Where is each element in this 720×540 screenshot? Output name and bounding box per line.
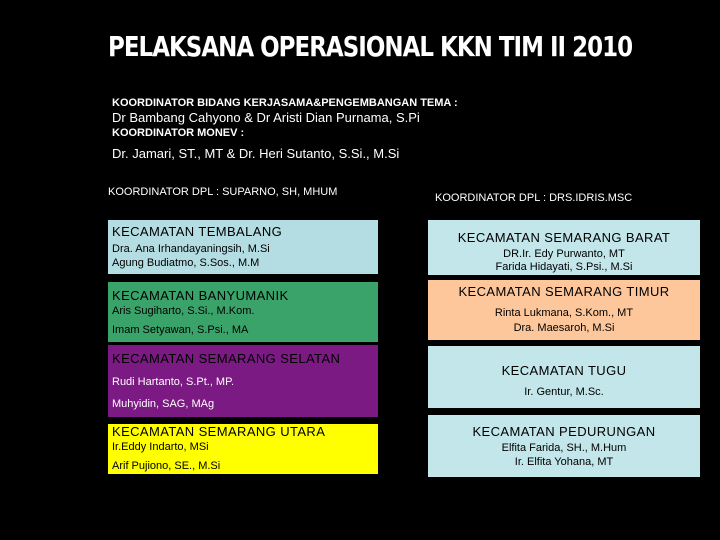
coord-monev-label: KOORDINATOR MONEV : xyxy=(112,127,245,139)
kecamatan-semarang-utara-box xyxy=(108,424,378,474)
coord-kerjasama-names: Dr Bambang Cahyono & Dr Aristi Dian Purnama, S.Pi xyxy=(112,110,420,125)
kecamatan-tembalang-box xyxy=(108,220,378,274)
kecamatan-name: KECAMATAN TUGU xyxy=(501,363,627,378)
kecamatan-name: KECAMATAN BANYUMANIK xyxy=(112,288,289,303)
member-name: Ir. Gentur, M.Sc. xyxy=(524,386,604,398)
kecamatan-name: KECAMATAN PEDURUNGAN xyxy=(472,424,656,439)
kecamatan-semarang-selatan-box xyxy=(108,345,378,417)
member-name: Imam Setyawan, S.Psi., MA xyxy=(112,324,249,336)
coord-dpl-left: KOORDINATOR DPL : SUPARNO, SH, MHUM xyxy=(108,186,338,198)
kecamatan-pedurungan-box xyxy=(428,415,700,477)
kecamatan-name: KECAMATAN TEMBALANG xyxy=(112,224,283,239)
kecamatan-name: KECAMATAN SEMARANG UTARA xyxy=(112,424,326,439)
kecamatan-name: KECAMATAN SEMARANG SELATAN xyxy=(112,351,341,366)
kecamatan-name: KECAMATAN SEMARANG TIMUR xyxy=(458,284,670,299)
member-name: Ir.Eddy Indarto, MSi xyxy=(112,441,209,453)
kecamatan-semarang-timur-box xyxy=(428,280,700,340)
kecamatan-banyumanik-box xyxy=(108,282,378,342)
kecamatan-name: KECAMATAN SEMARANG BARAT xyxy=(457,230,671,245)
member-name: Farida Hidayati, S.Psi., M.Si xyxy=(495,261,633,273)
member-name: Dra. Ana Irhandayaningsih, M.Si xyxy=(112,243,270,255)
member-name: Dra. Maesaroh, M.Si xyxy=(513,322,615,334)
member-name: Muhyidin, SAG, MAg xyxy=(112,398,215,410)
coord-kerjasama-label: KOORDINATOR BIDANG KERJASAMA&PENGEMBANGAN TEMA : xyxy=(112,97,458,109)
member-name: Agung Budiatmo, S.Sos., M.M xyxy=(112,257,260,269)
kecamatan-semarang-barat-box xyxy=(428,220,700,275)
kecamatan-tugu-box xyxy=(428,346,700,408)
member-name: DR.Ir. Edy Purwanto, MT xyxy=(503,248,625,260)
member-name: Arif Pujiono, SE., M.Si xyxy=(112,460,221,472)
member-name: Aris Sugiharto, S.Si., M.Kom. xyxy=(112,305,255,317)
page-title: PELAKSANA OPERASIONAL KKN TIM II 2010 xyxy=(108,30,633,63)
member-name: Ir. Elfita Yohana, MT xyxy=(514,456,614,468)
coord-monev-names: Dr. Jamari, ST., MT & Dr. Heri Sutanto, S.Si., M.Si xyxy=(112,146,400,161)
member-name: Elfita Farida, SH., M.Hum xyxy=(501,442,627,454)
member-name: Rudi Hartanto, S.Pt., MP. xyxy=(112,376,235,388)
coord-dpl-right: KOORDINATOR DPL : DRS.IDRIS.MSC xyxy=(435,192,633,204)
member-name: Rinta Lukmana, S.Kom., MT xyxy=(494,307,634,319)
